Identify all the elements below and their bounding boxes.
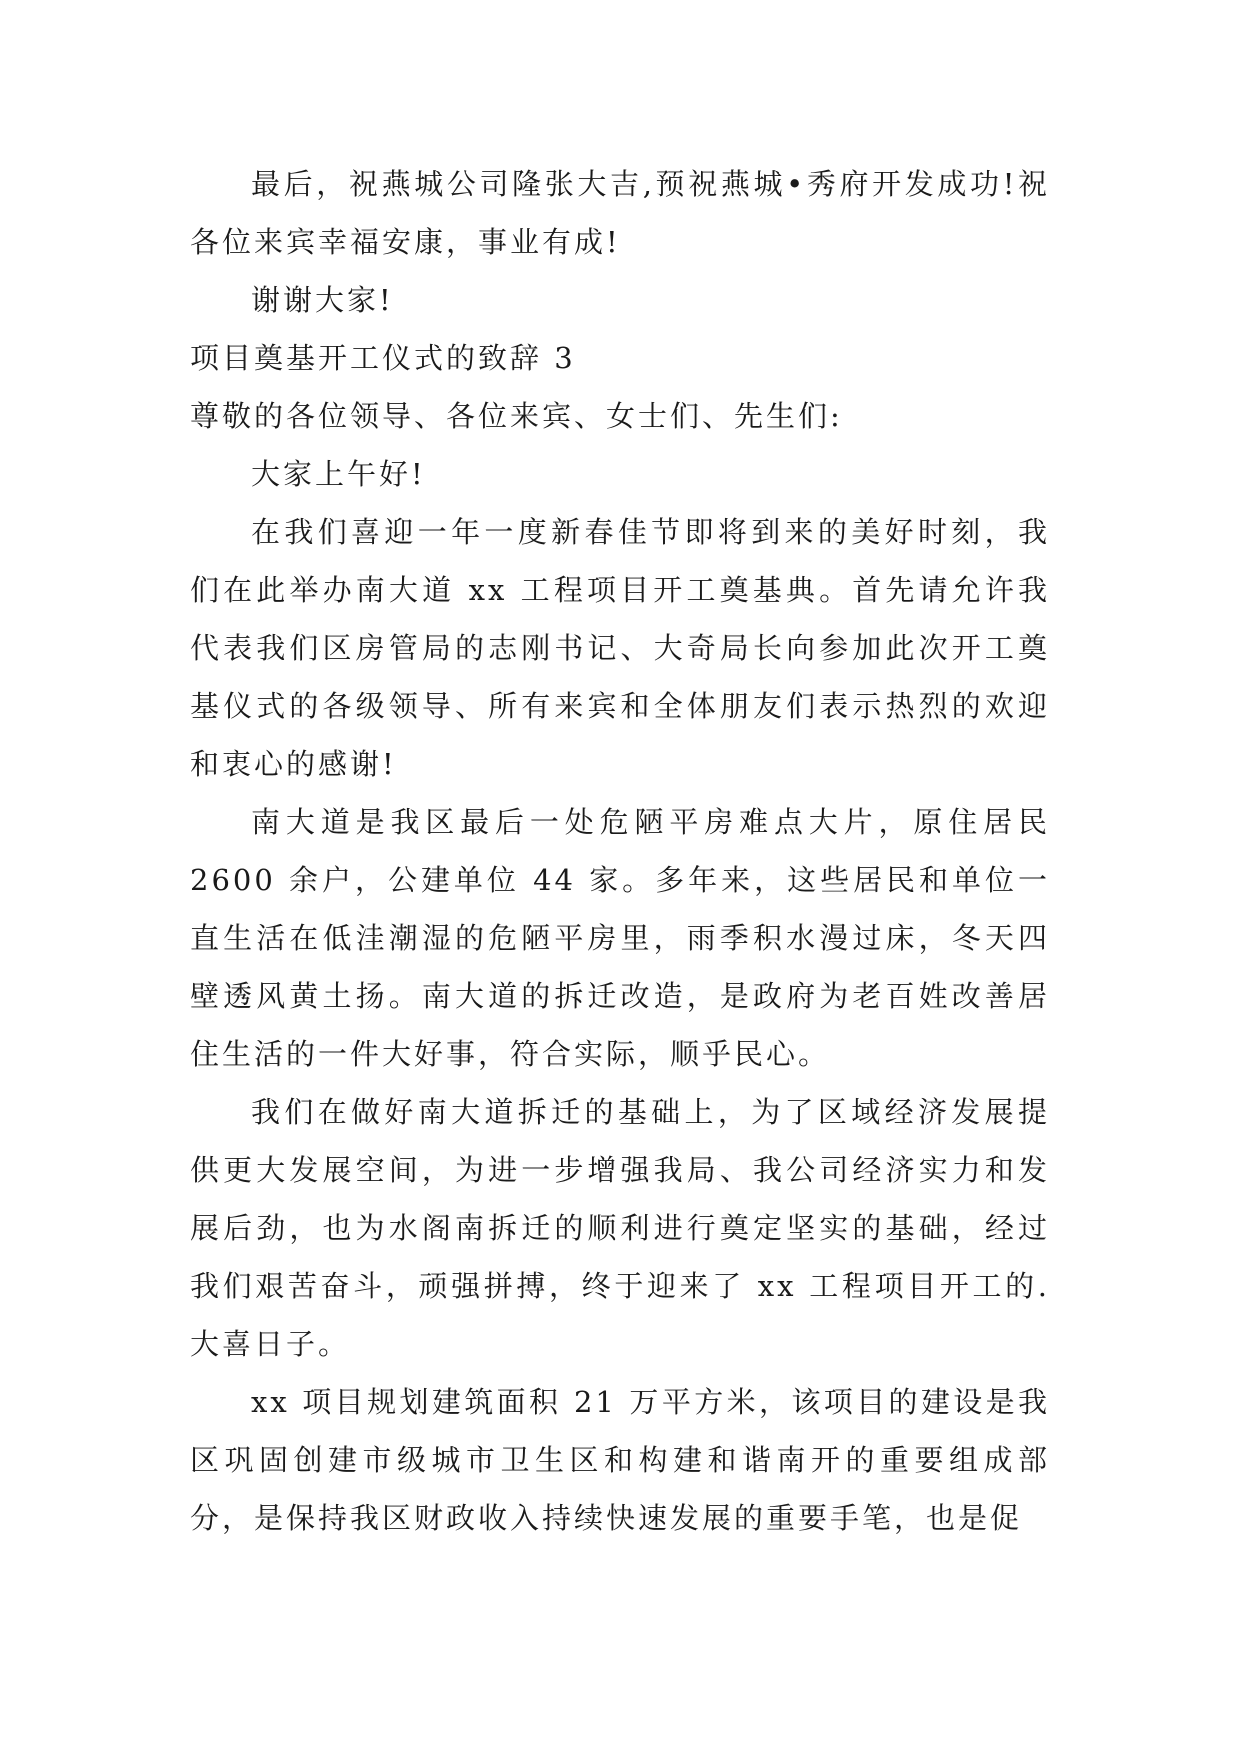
body-paragraph-3: 我们在做好南大道拆迁的基础上，为了区域经济发展提供更大发展空间，为进一步增强我局、我公司经济实力和发展后劲，也为水阁南拆迁的顺利进行奠定坚实的基础，经过我们艰苦奋斗，顽强拼搏，终于迎来了 xx 工程项目开工的.大喜日子。 xyxy=(190,1095,1050,1361)
section-title: 项目奠基开工仪式的致辞 3 xyxy=(190,341,576,375)
greeting-line: 大家上午好! xyxy=(251,457,426,491)
body-paragraph-1: 在我们喜迎一年一度新春佳节即将到来的美好时刻，我们在此举办南大道 xx 工程项目开工奠基典。首先请允许我代表我们区房管局的志刚书记、大奇局长向参加此次开工奠基仪式的各级领导、所有来宾和全体朋友们表示热烈的欢迎和衷心的感谢! xyxy=(190,515,1050,781)
thanks-line: 谢谢大家! xyxy=(251,283,394,317)
closing-wish-paragraph: 最后，祝燕城公司隆张大吉,预祝燕城•秀府开发成功!祝各位来宾幸福安康，事业有成! xyxy=(190,167,1050,259)
body-paragraph-4: xx 项目规划建筑面积 21 万平方米，该项目的建设是我区巩固创建市级城市卫生区和构建和谐南开的重要组成部分，是保持我区财政收入持续快速发展的重要手笔，也是促 xyxy=(190,1385,1050,1535)
salutation-line: 尊敬的各位领导、各位来宾、女士们、先生们: xyxy=(190,399,843,433)
body-paragraph-2: 南大道是我区最后一处危陋平房难点大片，原住居民2600 余户，公建单位 44 家。多年来，这些居民和单位一直生活在低洼潮湿的危陋平房里，雨季积水漫过床，冬天四壁透风黄土扬。南大道的拆迁改造，是政府为老百姓改善居住生活的一件大好事，符合实际，顺乎民心。 xyxy=(190,805,1050,1071)
